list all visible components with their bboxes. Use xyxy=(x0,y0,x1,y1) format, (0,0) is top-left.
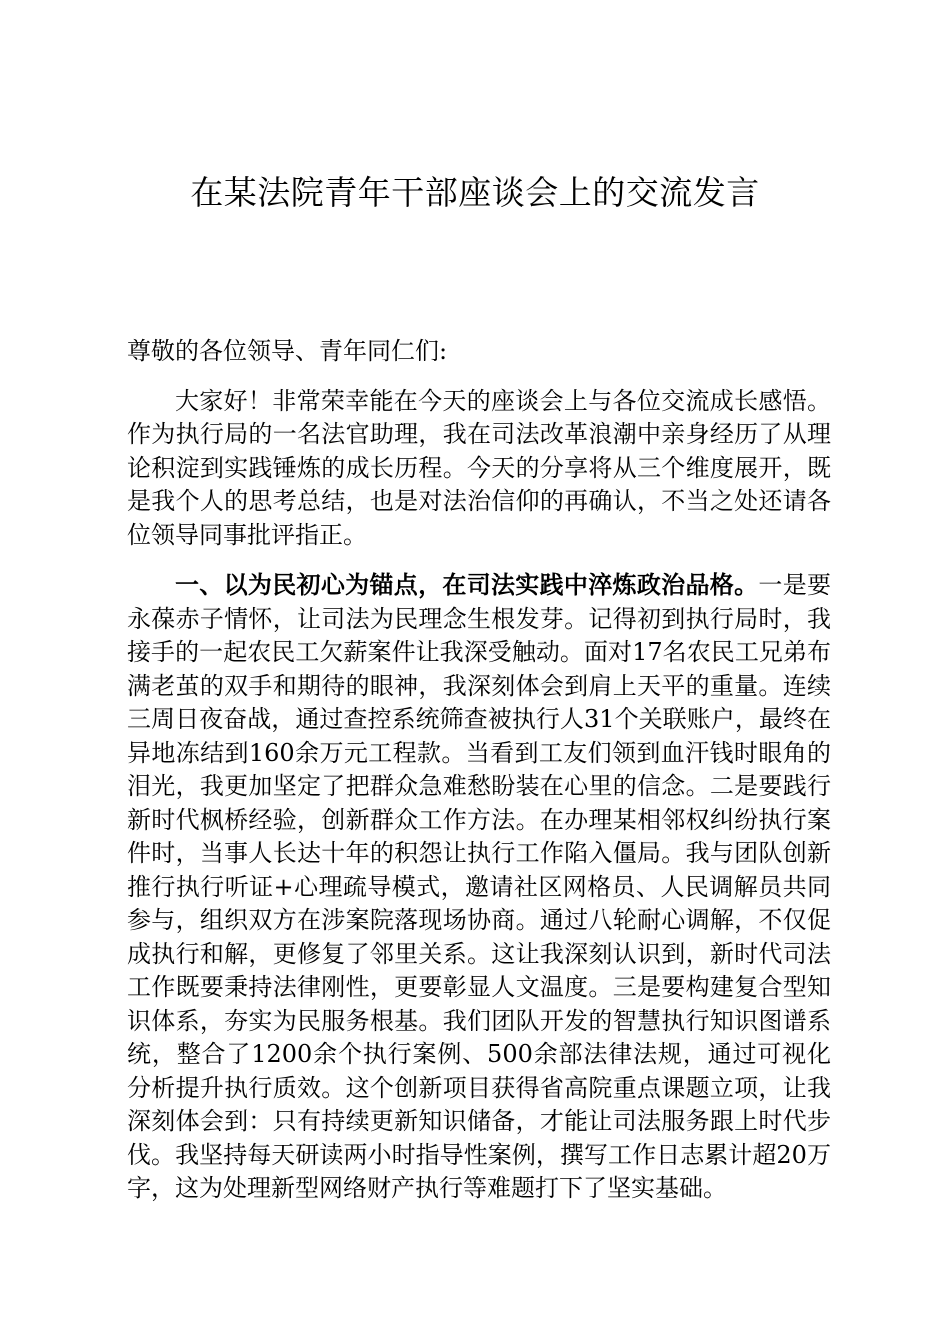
paragraph-text: 大家好！非常荣幸能在今天的座谈会上与各位交流成长感悟。作为执行局的一名法官助理，我在司法改革浪潮中亲身经历了从理论积淀到实践锤炼的成长历程。今天的分享将从三个维度展开，既是我个人的思考总结，也是对法治信仰的再确认，不当之处还请各位领导同事批评指正。 xyxy=(127,386,831,549)
salutation: 尊敬的各位领导、青年同仁们: xyxy=(127,337,448,365)
paragraph-text: 一是要永葆赤子情怀，让司法为民理念生根发芽。记得初到执行局时，我接手的一起农民工欠薪案件让我深受触动。面对17名农民工兄弟布满老茧的双手和期待的眼神，我深刻体会到肩上天平的重量。连续三周日夜奋战，通过查控系统筛查被执行人31个关联账户，最终在异地冻结到160余万元工程款。当看到工友们领到血汗钱时眼角的泪光，我更加坚定了把群众急难愁盼装在心里的信念。二是要践行新时代枫桥经验，创新群众工作方法。在办理某相邻权纠纷执行案件时，当事人长达十年的积怨让执行工作陷入僵局。我与团队创新推行执行听证+心理疏导模式，邀请社区网格员、人民调解员共同参与，组织双方在涉案院落现场协商。通过八轮耐心调解，不仅促成执行和解，更修复了邻里关系。这让我深刻认识到，新时代司法工作既要秉持法律刚性，更要彰显人文温度。三是要构建复合型知识体系，夯实为民服务根基。我们团队开发的智慧执行知识图谱系统，整合了1200余个执行案例、500余部法律法规，通过可视化分析提升执行质效。这个创新项目获得省高院重点课题立项，让我深刻体会到：只有持续更新知识储备，才能让司法服务跟上时代步伐。我坚持每天研读两小时指导性案例，撰写工作日志累计超20万字，这为处理新型网络财产执行等难题打下了坚实基础。 xyxy=(127,571,832,1202)
paragraph-greeting xyxy=(127,385,831,553)
document-body xyxy=(127,335,831,1206)
section-heading: 一、以为民初心为锚点，在司法实践中淬炼政治品格。 xyxy=(175,570,759,599)
document-title: 在某法院青年干部座谈会上的交流发言 xyxy=(190,173,760,212)
paragraph-section-one xyxy=(127,568,831,1206)
